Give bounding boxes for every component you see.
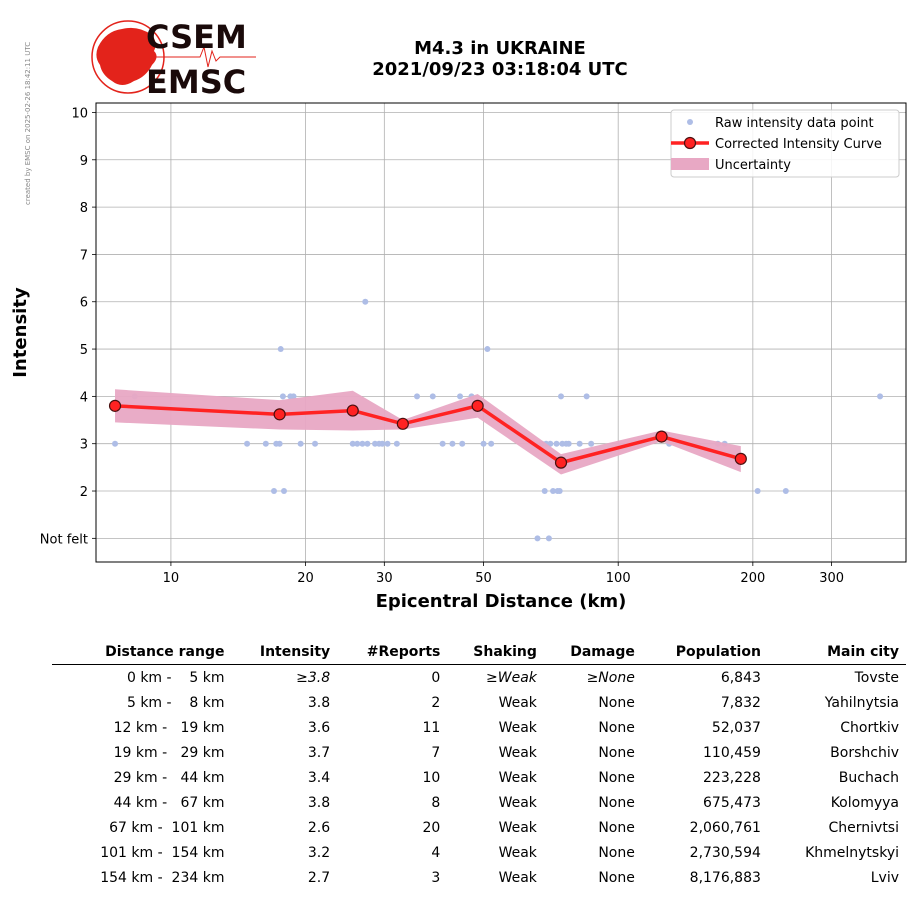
- raw-intensity-point: [449, 441, 455, 447]
- table-row: [52, 840, 906, 865]
- cell-distance-range: 101 km - 154 km: [100, 844, 225, 861]
- cell-damage: None: [598, 844, 635, 861]
- cell-reports: 2: [431, 694, 441, 711]
- x-tick-label: 10: [162, 571, 180, 586]
- raw-intensity-point: [558, 393, 564, 399]
- cell-intensity: ≥3.8: [296, 669, 331, 686]
- y-axis-label: Intensity: [10, 287, 31, 378]
- raw-intensity-point: [588, 441, 594, 447]
- cell-intensity: 3.8: [307, 794, 331, 811]
- cell-intensity: 2.6: [307, 819, 331, 836]
- corrected-intensity-point: [656, 431, 667, 442]
- cell-distance-range: 19 km - 29 km: [113, 744, 225, 761]
- raw-intensity-point: [414, 393, 420, 399]
- raw-intensity-point: [354, 441, 360, 447]
- uncertainty-band: [115, 389, 741, 474]
- cell-damage: None: [598, 819, 635, 836]
- chart-legend: [671, 110, 899, 177]
- raw-intensity-point: [534, 535, 540, 541]
- cell-main-city: Chortkiv: [840, 719, 899, 736]
- logo-text-top: CSEM: [146, 18, 247, 56]
- raw-intensity-point: [488, 441, 494, 447]
- y-tick-label: 2: [79, 485, 88, 501]
- x-tick-label: 300: [819, 571, 845, 586]
- raw-intensity-point: [577, 441, 583, 447]
- raw-intensity-point: [783, 488, 789, 494]
- cell-population: 2,060,761: [689, 819, 761, 836]
- creation-note-text: created by EMSC on 2025-02-26 18:42:11 UTC: [24, 41, 32, 205]
- raw-intensity-point: [430, 393, 436, 399]
- cell-main-city: Buchach: [838, 769, 899, 786]
- raw-intensity-point: [554, 441, 560, 447]
- cell-intensity: 3.7: [307, 744, 331, 761]
- header-population: Population: [642, 640, 768, 665]
- header-reports: #Reports: [337, 640, 447, 665]
- cell-shaking: Weak: [498, 694, 537, 711]
- corrected-intensity-point: [110, 400, 121, 411]
- cell-distance-range: 154 km - 234 km: [100, 869, 225, 886]
- cell-damage: None: [598, 744, 635, 761]
- y-tick-label: 5: [79, 343, 88, 359]
- cell-damage: None: [598, 769, 635, 786]
- y-tick-label: 10: [71, 106, 88, 122]
- intensity-summary-table: [52, 640, 906, 890]
- table-row: [52, 765, 906, 790]
- table-row: [52, 790, 906, 815]
- cell-population: 52,037: [711, 719, 761, 736]
- cell-reports: 20: [422, 819, 441, 836]
- cell-shaking: Weak: [498, 719, 537, 736]
- cell-population: 110,459: [703, 744, 761, 761]
- raw-intensity-point: [244, 441, 250, 447]
- cell-population: 223,228: [703, 769, 761, 786]
- header-damage: Damage: [544, 640, 642, 665]
- table-row: [52, 815, 906, 840]
- cell-main-city: Yahilnytsia: [824, 694, 899, 711]
- cell-population: 6,843: [720, 669, 761, 686]
- legend-label: Corrected Intensity Curve: [715, 137, 882, 152]
- cell-shaking: Weak: [498, 869, 537, 886]
- y-tick-label: 4: [79, 390, 88, 406]
- corrected-intensity-point: [274, 409, 285, 420]
- table-row: [52, 665, 906, 691]
- legend-label: Uncertainty: [715, 158, 791, 173]
- x-tick-label: 50: [475, 571, 492, 586]
- cell-reports: 4: [431, 844, 441, 861]
- cell-intensity: 3.8: [307, 694, 331, 711]
- raw-intensity-point: [394, 441, 400, 447]
- cell-intensity: 3.4: [307, 769, 331, 786]
- corrected-intensity-point: [472, 400, 483, 411]
- x-tick-label: 200: [740, 571, 766, 586]
- header-shaking: Shaking: [447, 640, 544, 665]
- raw-intensity-point: [542, 488, 548, 494]
- raw-intensity-point: [584, 393, 590, 399]
- corrected-intensity-point: [397, 418, 408, 429]
- cell-shaking: ≥Weak: [486, 669, 537, 686]
- y-tick-label: 6: [79, 295, 88, 311]
- legend-label: Raw intensity data point: [715, 116, 874, 131]
- cell-reports: 3: [431, 869, 441, 886]
- raw-intensity-point: [278, 346, 284, 352]
- raw-intensity-point: [263, 441, 269, 447]
- cell-reports: 8: [431, 794, 441, 811]
- legend-curve-marker: [685, 138, 696, 149]
- cell-main-city: Kolomyya: [830, 794, 899, 811]
- cell-distance-range: 29 km - 44 km: [113, 769, 225, 786]
- table-row: [52, 715, 906, 740]
- raw-intensity-point: [298, 441, 304, 447]
- raw-intensity-point: [457, 393, 463, 399]
- cell-damage: None: [598, 694, 635, 711]
- raw-intensity-point: [281, 488, 287, 494]
- raw-intensity-point: [112, 441, 118, 447]
- cell-main-city: Tovste: [854, 669, 899, 686]
- legend-band-swatch: [671, 158, 709, 170]
- raw-intensity-point: [364, 441, 370, 447]
- raw-intensity-point: [755, 488, 761, 494]
- raw-intensity-point: [459, 441, 465, 447]
- table-row: [52, 690, 906, 715]
- cell-shaking: Weak: [498, 744, 537, 761]
- cell-distance-range: 67 km - 101 km: [109, 819, 225, 836]
- table-row: [52, 865, 906, 890]
- y-tick-label: 9: [79, 153, 88, 169]
- chart-title-line1: M4.3 in UKRAINE: [414, 38, 586, 59]
- table-header-row: [52, 640, 906, 665]
- cell-reports: 11: [422, 719, 441, 736]
- raw-intensity-point: [277, 441, 283, 447]
- raw-intensity-point: [557, 488, 563, 494]
- y-tick-label: 7: [79, 248, 88, 264]
- cell-reports: 0: [431, 669, 441, 686]
- corrected-intensity-point: [556, 457, 567, 468]
- cell-distance-range: 0 km - 5 km: [126, 669, 225, 686]
- raw-intensity-point: [385, 441, 391, 447]
- header-intensity: Intensity: [231, 640, 337, 665]
- cell-distance-range: 44 km - 67 km: [113, 794, 225, 811]
- x-axis-label: Epicentral Distance (km): [375, 591, 627, 612]
- cell-population: 7,832: [720, 694, 761, 711]
- cell-population: 2,730,594: [689, 844, 761, 861]
- cell-distance-range: 5 km - 8 km: [126, 694, 225, 711]
- cell-intensity: 3.6: [307, 719, 331, 736]
- raw-intensity-point: [484, 346, 490, 352]
- corrected-intensity-point: [347, 405, 358, 416]
- y-tick-label: Not felt: [39, 532, 88, 548]
- cell-intensity: 2.7: [307, 869, 331, 886]
- legend-raw-marker: [687, 119, 693, 125]
- logo-text-bottom: EMSC: [146, 63, 247, 97]
- raw-intensity-point: [312, 441, 318, 447]
- y-tick-label: 8: [79, 201, 88, 217]
- cell-main-city: Lviv: [870, 869, 899, 886]
- raw-intensity-point: [362, 299, 368, 305]
- raw-intensity-point: [379, 441, 385, 447]
- chart-title-line2: 2021/09/23 03:18:04 UTC: [372, 59, 628, 80]
- raw-intensity-point: [440, 441, 446, 447]
- x-tick-label: 20: [297, 571, 314, 586]
- cell-intensity: 3.2: [307, 844, 331, 861]
- cell-population: 8,176,883: [689, 869, 761, 886]
- cell-damage: None: [598, 794, 635, 811]
- cell-main-city: Khmelnytskyi: [805, 844, 899, 861]
- raw-intensity-point: [877, 393, 883, 399]
- raw-intensity-point: [280, 393, 286, 399]
- cell-shaking: Weak: [498, 819, 537, 836]
- cell-shaking: Weak: [498, 844, 537, 861]
- raw-intensity-point: [271, 488, 277, 494]
- cell-damage: None: [598, 869, 635, 886]
- y-tick-label: 3: [79, 437, 88, 453]
- cell-damage: ≥None: [586, 669, 635, 686]
- header-distance-range: Distance range: [52, 640, 231, 665]
- cell-main-city: Borshchiv: [830, 744, 899, 761]
- raw-intensity-point: [566, 441, 572, 447]
- cell-damage: None: [598, 719, 635, 736]
- header-main-city: Main city: [768, 640, 906, 665]
- cell-reports: 7: [431, 744, 441, 761]
- cell-distance-range: 12 km - 19 km: [113, 719, 225, 736]
- cell-reports: 10: [422, 769, 441, 786]
- cell-shaking: Weak: [498, 769, 537, 786]
- table-row: [52, 740, 906, 765]
- raw-intensity-point: [481, 441, 487, 447]
- cell-shaking: Weak: [498, 794, 537, 811]
- corrected-intensity-point: [735, 453, 746, 464]
- cell-main-city: Chernivtsi: [828, 819, 899, 836]
- cell-population: 675,473: [703, 794, 761, 811]
- x-tick-label: 30: [376, 571, 393, 586]
- raw-intensity-point: [546, 535, 552, 541]
- x-tick-label: 100: [605, 571, 631, 586]
